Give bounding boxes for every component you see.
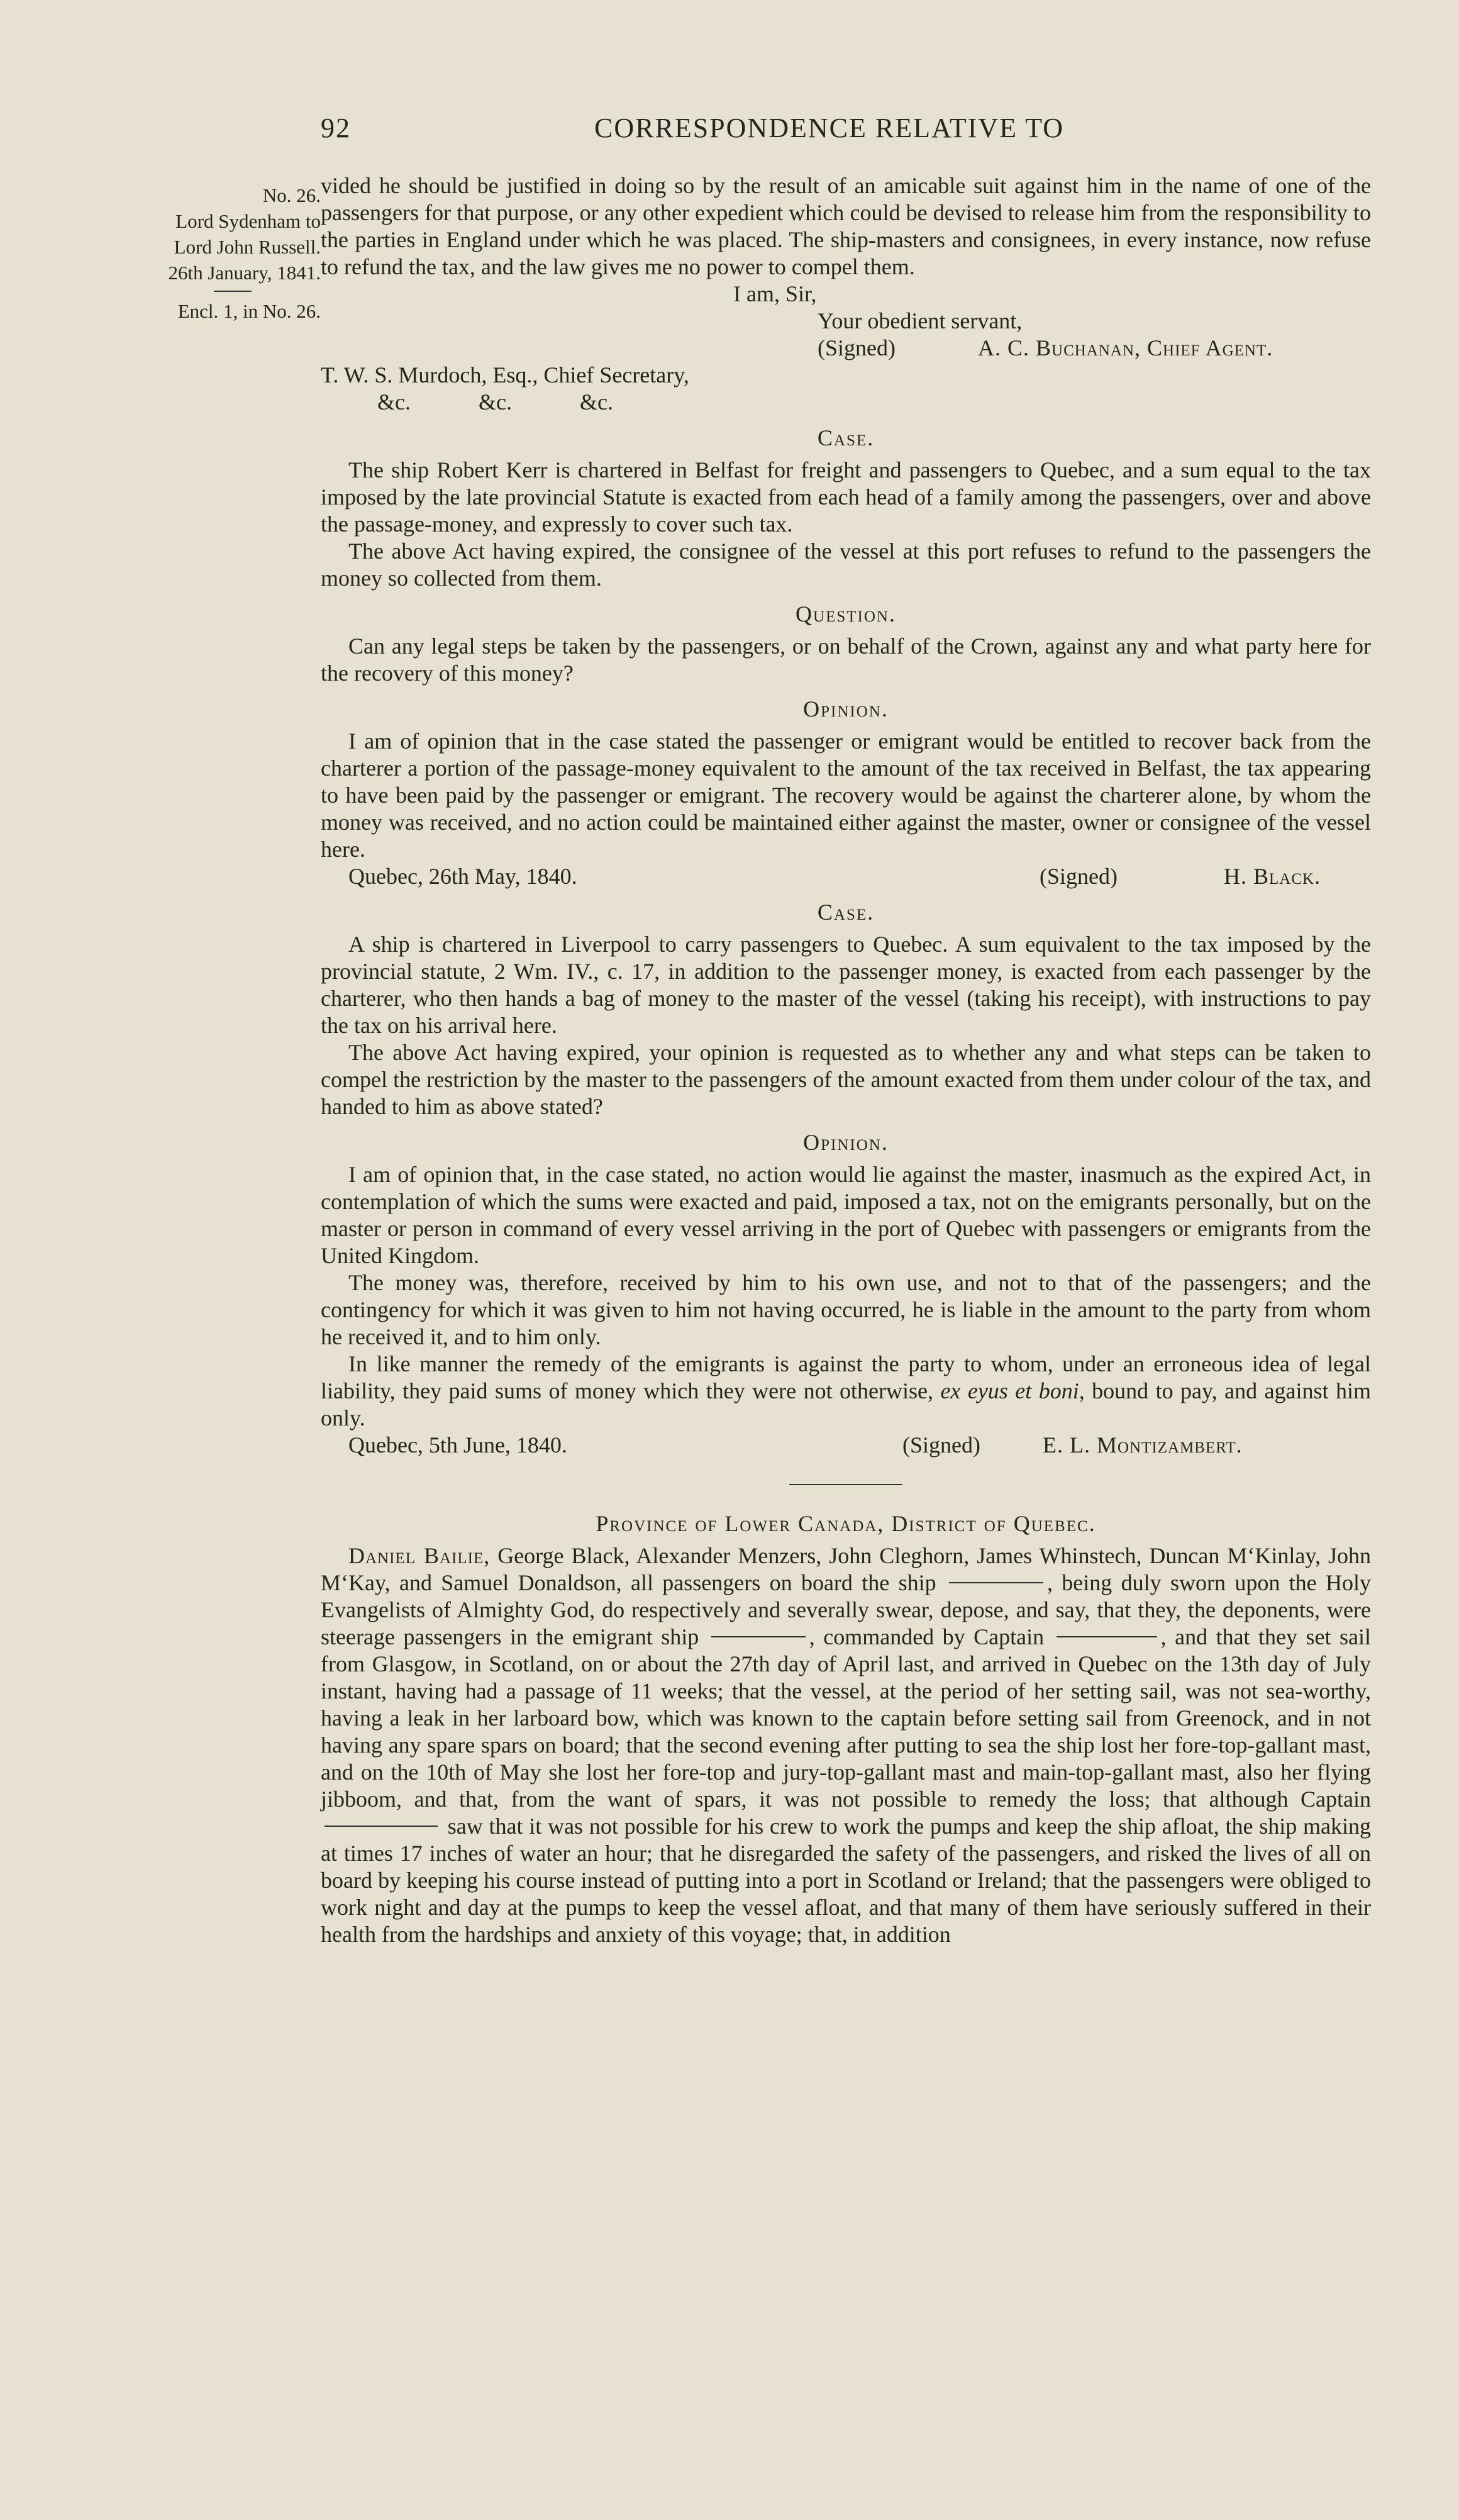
opinion-1-heading: Opinion. xyxy=(803,696,889,722)
opinion-1-signatory: H. Black. xyxy=(1224,864,1321,889)
case-2-paragraph-2: The above Act having expired, your opinion is requested as to whether any and what steps can be taken to compel the restriction by the master to the passengers of the amount exacted from them under colour of the tax, and handed to him as above stated? xyxy=(321,1040,1371,1119)
case-2-paragraph-1: A ship is chartered in Liverpool to carry passengers to Quebec. A sum equivalent to the tax imposed by the provincial statute, 2 Wm. IV., c. 17, in addition to the passenger money, is exacted from each passenger by the charterer, who then hands a bag of money to the master of the vessel (taking his receipt), with instructions to pay the tax on his arrival here. xyxy=(321,932,1371,1038)
case-2-heading: Case. xyxy=(817,900,875,925)
case-1-paragraph-2: The above Act having expired, the consignee of the vessel at this port refuses to refund to the passengers the money so collected from them. xyxy=(321,538,1371,591)
running-title: CORRESPONDENCE RELATIVE TO xyxy=(594,113,1065,143)
opinion-1-paragraph: I am of opinion that in the case stated the passenger or emigrant would be entitled to recover back from the charterer a portion of the passage-money equivalent to the amount of the tax received in Belfast, the tax appearing to have been paid by the passenger or emigrant. The recovery would be against the charterer alone, by whom the money was received, and no action could be maintained either against the master, owner or consignee of the vessel here. xyxy=(321,728,1371,862)
blank-ship-name xyxy=(949,1582,1043,1583)
margin-note-date: 26th January, 1841. xyxy=(168,262,321,284)
section-divider xyxy=(789,1484,902,1485)
letter-signatory: A. C. Buchanan, Chief Agent. xyxy=(978,335,1273,360)
case-1-paragraph-1: The ship Robert Kerr is chartered in Belfast for freight and passengers to Quebec, and a sum equal to the tax imposed by the late provincial Statute is exacted from each head of a family among the passengers, over and above the passage-money, and expressly to cover such tax. xyxy=(321,457,1371,537)
page-number: 92 xyxy=(321,113,351,143)
running-header xyxy=(321,112,1371,150)
opinion-1-date: Quebec, 26th May, 1840. xyxy=(348,864,577,889)
letter-paragraph: vided he should be justified in doing so by the result of an amicable suit against him in the name of one of the passengers for that purpose, or any other expedient which could be devised to release him from the responsibility to the parties in England under which he was placed. The ship-masters and consignees, in every instance, now refuse to refund the tax, and the law gives me no power to compel them. xyxy=(321,173,1371,279)
opinion-1-signature: Quebec, 26th May, 1840. (Signed) H. Black. xyxy=(348,864,1321,889)
document-body xyxy=(321,172,1371,1948)
opinion-2-signatory: E. L. Montizambert. xyxy=(1043,1432,1243,1458)
margin-note-from: Lord Sydenham to xyxy=(175,210,321,232)
deposition-heading: Province of Lower Canada, District of Quebec. xyxy=(596,1511,1096,1536)
letter-addressee: T. W. S. Murdoch, Esq., Chief Secretary, xyxy=(321,362,689,387)
latin-phrase: ex eyus et boni, xyxy=(940,1378,1085,1403)
margin-note-divider xyxy=(214,291,252,292)
case-1-heading: Case. xyxy=(817,425,875,450)
opinion-2-paragraph-3: In like manner the remedy of the emigrants is against the party to whom, under an erroneous idea of legal liability, they paid sums of money which they were not otherwise, ex eyus et boni, bound to pay, and against him only. xyxy=(321,1351,1372,1430)
opinion-2-heading: Opinion. xyxy=(803,1130,889,1155)
margin-note-enclosure: Encl. 1, in No. 26. xyxy=(177,300,321,322)
opinion-2-date: Quebec, 5th June, 1840. xyxy=(348,1432,567,1458)
margin-note-number: No. 26. xyxy=(262,184,321,206)
letter-closing-1: I am, Sir, xyxy=(733,281,817,306)
letter-closing-2: Your obedient servant, xyxy=(818,308,1023,333)
question-heading: Question. xyxy=(796,601,896,627)
opinion-2-signature: Quebec, 5th June, 1840. (Signed) E. L. Montizambert. xyxy=(348,1432,1243,1458)
margin-note-to: Lord John Russell. xyxy=(174,236,321,258)
question-paragraph: Can any legal steps be taken by the passengers, or on behalf of the Crown, against any and what party here for the recovery of this money? xyxy=(321,633,1371,686)
letter-signature: (Signed) A. C. Buchanan, Chief Agent. xyxy=(818,335,1273,360)
opinion-2-paragraph-1: I am of opinion that, in the case stated, no action would lie against the master, inasmuch as the expired Act, in contemplation of which the sums were exacted and paid, imposed a tax, not on the emigrants personally, but on the master or person in command of every vessel arriving in the port of Quebec with passengers or emigrants from the United Kingdom. xyxy=(321,1162,1371,1268)
blank-captain-name-2 xyxy=(325,1826,438,1827)
letter-etc: &c. &c. &c. xyxy=(377,389,613,415)
blank-captain-name xyxy=(1057,1636,1157,1637)
deposition-paragraph: Daniel Bailie, George Black, Alexander Menzers, John Cleghorn, James Whinstech, Duncan M‘Kinlay, John M‘Kay, and Samuel Donaldson, all passengers on board the ship , being duly sworn upon the Holy Evangelists of Almighty God, do respectively and severally swear, depose, and say, that they, the deponents, were steerage passengers in the emigrant ship , commanded by Captain , and that they set sail from Glasgow, in Scotland, on or about the 27th day of April last, and arrived in Quebec on the 13th day of July instant, having had a passage of 11 weeks; that the vessel, at the period of her setting sail, was not sea-worthy, having a leak in her larboard bow, which was known to the captain before setting sail from Greenock, and in not having any spare spars on board; that the second evening after putting to sea the ship lost her fore-top-gallant mast, and on the 10th of May she lost her fore-top and jury-top-gallant mast and main-top-gallant mast, also her flying jibboom, and that, from the want of spars, it was not possible to remedy the loss; that although Captain saw that it was not possible for his crew to work the pumps and keep the ship afloat, the ship making at times 17 inches of water an hour; that he disregarded the safety of the passengers, and risked the lives of all on board by keeping his course instead of putting into a port in Scotland or Ireland; that the passengers were obliged to work night and day at the pumps to keep the vessel afloat, and that many of them have seriously suffered in their health from the hardships and anxiety of this voyage; that, in addition xyxy=(321,1543,1371,1947)
margin-note xyxy=(110,182,321,324)
blank-ship-name-2 xyxy=(711,1636,806,1637)
opinion-2-paragraph-2: The money was, therefore, received by him to his own use, and not to that of the passengers; and the contingency for which it was given to him not having occurred, he is liable in the amount to the party from whom he received it, and to him only. xyxy=(321,1270,1371,1349)
